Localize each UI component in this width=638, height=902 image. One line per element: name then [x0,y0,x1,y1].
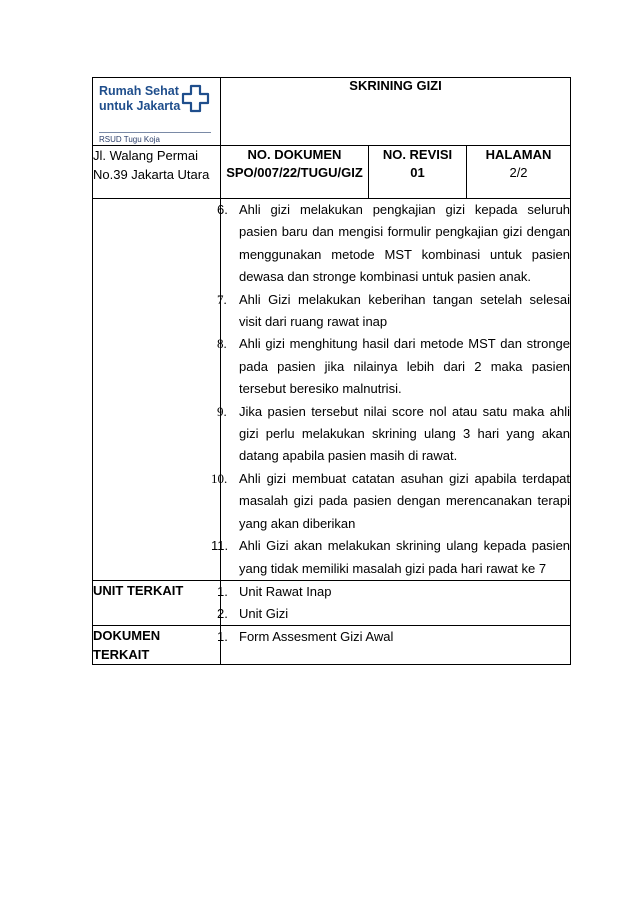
item-number: 8. [217,336,227,352]
item-text: Unit Gizi [239,605,289,621]
item-text: Unit Rawat Inap [239,583,332,599]
list-item [217,603,570,625]
hospital-address [93,146,221,199]
revision-value: 01 [410,165,425,180]
list-item [217,581,570,603]
procedure-label-cell [93,199,221,581]
item-text: Jika pasien tersebut nilai score nol atau satu maka ahli gizi perlu melakukan skrining ulang 3 hari yang akan datang apabila pasien masih di rawat. [239,403,571,464]
list-item [217,333,571,400]
doc-number-cell [221,146,369,199]
dokumen-terkait-label [93,625,221,664]
logo-line-1: Rumah Sehat [99,84,179,98]
page-value: 2/2 [509,165,528,180]
sop-document-table [92,77,571,665]
doc-number-label: NO. DOKUMEN [247,147,342,162]
page-label: HALAMAN [485,147,552,162]
item-number: 7. [217,291,227,307]
list-item [217,289,571,334]
item-text: Form Assesment Gizi Awal [239,628,394,644]
address-line-1: Jl. Walang Permai [93,148,198,163]
cross-logo-icon [181,84,211,114]
item-number: 1. [217,628,228,644]
item-text: Ahli Gizi melakukan keberihan tangan setelah selesai visit dari ruang rawat inap [239,291,571,330]
dokumen-label-line-2: TERKAIT [93,646,150,662]
dokumen-list [217,626,570,648]
revision-cell [369,146,467,199]
item-number: 10. [211,470,228,486]
item-number: 11. [211,538,229,554]
item-text: Ahli gizi melakukan pengkajian gizi kepada seluruh pasien baru dan mengisi formulir pengkajian gizi dengan menggunakan metode MST kombinasi untuk pasien dewasa dan stronge kombinasi untuk pasien anak. [239,202,571,285]
unit-terkait-content [217,580,571,625]
document-title: SKRINING GIZI [221,78,571,146]
hospital-logo [99,84,217,144]
address-line-2: No.39 Jakarta Utara [93,167,210,182]
revision-label: NO. REVISI [382,147,453,162]
item-number: 6. [217,202,228,217]
item-text: Ahli gizi membuat catatan asuhan gizi apabila terdapat masalah gizi pada pasien dengan merencanakan terapi yang akan diberikan [239,470,571,531]
unit-terkait-label: UNIT TERKAIT [93,580,221,625]
item-number: 9. [217,403,227,419]
procedure-list [211,199,571,580]
list-item [217,199,571,289]
item-number: 1. [217,583,228,599]
dokumen-label-line-1: DOKUMEN [93,627,161,643]
doc-number-value: SPO/007/22/TUGU/GIZ [226,165,363,180]
list-item [211,468,571,535]
list-item [217,626,570,648]
list-item [211,535,571,580]
item-text: Ahli Gizi akan melakukan skrining ulang kepada pasien yang tidak memiliki masalah gizi pada hari rawat ke 7 [239,538,571,576]
logo-subtitle: RSUD Tugu Koja [99,135,160,144]
list-item [217,401,571,468]
logo-divider [99,132,211,133]
logo-cell [93,78,221,146]
item-text: Ahli gizi menghitung hasil dari metode MST dan stronge pada pasien jika nilainya lebih dari 2 maka pasien tersebut beresiko malnutrisi. [239,336,571,397]
logo-line-2: untuk Jakarta [99,99,181,113]
unit-list [217,581,570,625]
item-number: 2. [217,605,228,621]
page-cell [467,146,571,199]
procedure-content [211,199,571,581]
dokumen-terkait-content [217,625,571,664]
